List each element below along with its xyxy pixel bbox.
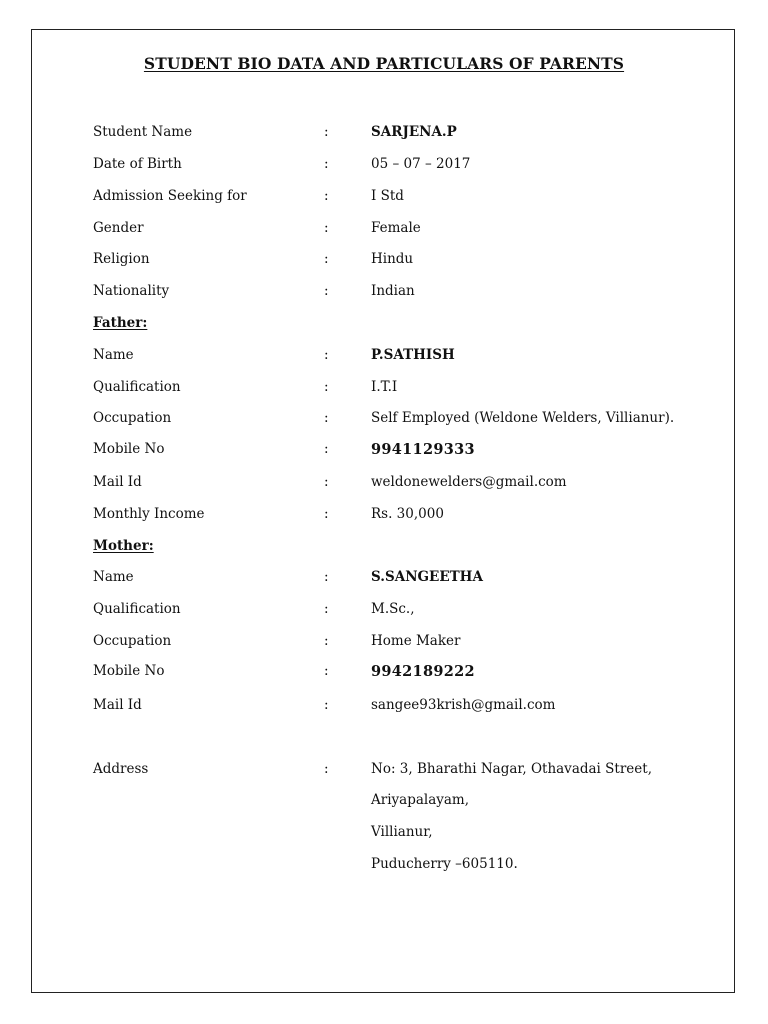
mother-qualification-row	[0, 601, 768, 623]
separator-colon: :	[324, 124, 329, 140]
separator-colon: :	[324, 697, 329, 713]
mother-occupation-value: Home Maker	[371, 633, 461, 649]
father-income-row	[0, 506, 768, 528]
separator-colon: :	[324, 569, 329, 585]
separator-colon: :	[324, 251, 329, 267]
separator-colon: :	[324, 601, 329, 617]
field-label: Date of Birth	[93, 156, 182, 172]
father-name-row	[0, 347, 768, 369]
date-of-birth-value: 05 – 07 – 2017	[371, 156, 471, 172]
address-line: No: 3, Bharathi Nagar, Othavadai Street,	[371, 761, 652, 777]
father-qualification-value: I.T.I	[371, 379, 398, 395]
mother-name-row	[0, 569, 768, 591]
mother-mail-value: sangee93krish@gmail.com	[371, 697, 556, 713]
mother-qualification-value: M.Sc.,	[371, 601, 415, 617]
field-label: Occupation	[93, 410, 172, 426]
separator-colon: :	[324, 633, 329, 649]
separator-colon: :	[324, 347, 329, 363]
mother-mobile-value: 9942189222	[371, 663, 475, 680]
religion-row	[0, 251, 768, 273]
father-heading: Father:	[93, 315, 148, 331]
gender-row	[0, 220, 768, 242]
mother-name-value: S.SANGEETHA	[371, 569, 483, 585]
address-line: Puducherry –605110.	[371, 856, 518, 872]
mother-mobile-row	[0, 663, 768, 685]
separator-colon: :	[324, 188, 329, 204]
separator-colon: :	[324, 663, 329, 679]
father-name-value: P.SATHISH	[371, 347, 455, 363]
separator-colon: :	[324, 410, 329, 426]
field-label: Name	[93, 569, 134, 585]
field-label: Qualification	[93, 601, 181, 617]
field-label: Religion	[93, 251, 150, 267]
mother-mail-row	[0, 697, 768, 719]
separator-colon: :	[324, 283, 329, 299]
field-label: Gender	[93, 220, 144, 236]
father-mail-value: weldonewelders@gmail.com	[371, 474, 567, 490]
address-line: Villianur,	[371, 824, 433, 840]
father-occupation-value: Self Employed (Weldone Welders, Villianur).	[371, 410, 675, 426]
field-label: Nationality	[93, 283, 170, 299]
field-label: Admission Seeking for	[93, 188, 247, 204]
mother-heading: Mother:	[93, 538, 154, 554]
father-mail-row	[0, 474, 768, 496]
nationality-row	[0, 283, 768, 305]
address-row	[0, 761, 768, 783]
religion-value: Hindu	[371, 251, 414, 267]
date-of-birth-row	[0, 156, 768, 178]
field-label: Student Name	[93, 124, 193, 140]
field-label: Monthly Income	[93, 506, 205, 522]
nationality-value: Indian	[371, 283, 415, 299]
father-mobile-value: 9941129333	[371, 441, 475, 458]
student-name-value: SARJENA.P	[371, 124, 457, 140]
separator-colon: :	[324, 761, 329, 777]
field-label: Occupation	[93, 633, 172, 649]
field-label: Mobile No	[93, 441, 165, 457]
address-line: Ariyapalayam,	[371, 792, 470, 808]
admission-value: I Std	[371, 188, 404, 204]
father-mobile-row	[0, 441, 768, 463]
separator-colon: :	[324, 506, 329, 522]
father-qualification-row	[0, 379, 768, 401]
field-label: Name	[93, 347, 134, 363]
field-label: Mail Id	[93, 474, 142, 490]
father-income-value: Rs. 30,000	[371, 506, 444, 522]
field-label: Mail Id	[93, 697, 142, 713]
field-label: Address	[93, 761, 149, 777]
admission-row	[0, 188, 768, 210]
separator-colon: :	[324, 474, 329, 490]
student-name-row	[0, 124, 768, 146]
gender-value: Female	[371, 220, 421, 236]
father-occupation-row	[0, 410, 768, 432]
field-label: Qualification	[93, 379, 181, 395]
separator-colon: :	[324, 441, 329, 457]
separator-colon: :	[324, 379, 329, 395]
field-label: Mobile No	[93, 663, 165, 679]
separator-colon: :	[324, 156, 329, 172]
document-title: STUDENT BIO DATA AND PARTICULARS OF PARENTS	[143, 54, 625, 73]
separator-colon: :	[324, 220, 329, 236]
mother-occupation-row	[0, 633, 768, 655]
